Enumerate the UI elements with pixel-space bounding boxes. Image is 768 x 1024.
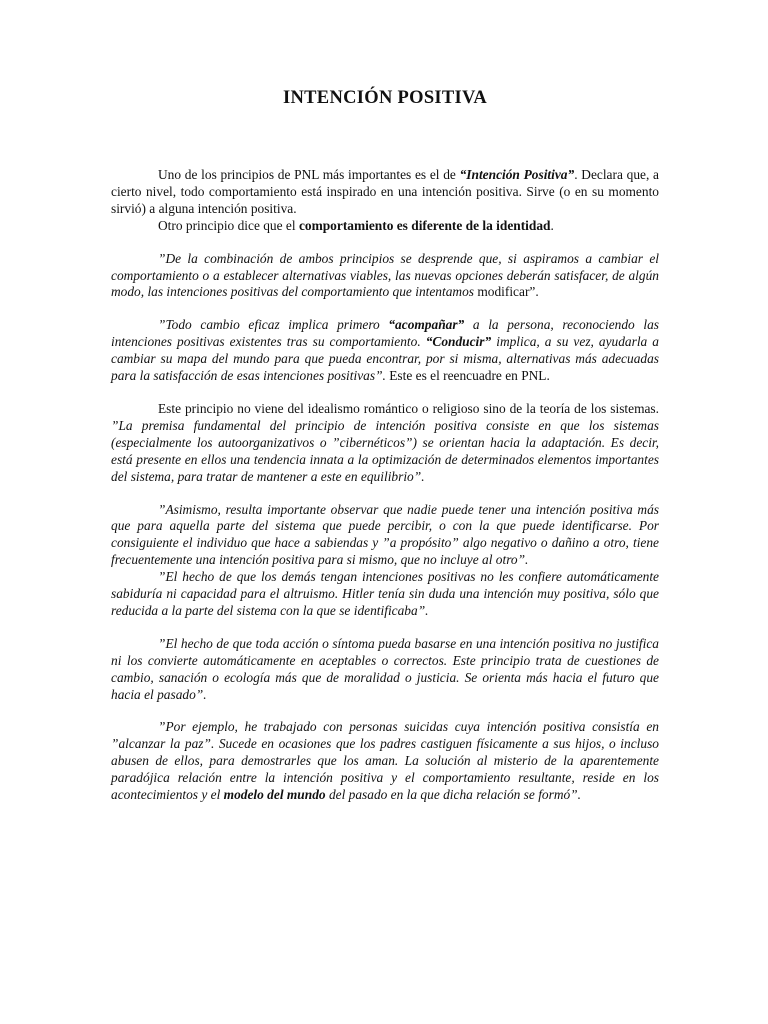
paragraph-5 (111, 401, 659, 486)
p4-text-f: Este es el reencuadre en PNL. (385, 368, 550, 384)
paragraph-4 (111, 317, 659, 385)
p9-term: modelo del mundo (223, 787, 326, 803)
p8-quote: ”El hecho de que toda acción o síntoma pueda basarse en una intención positiva no justifica ni los convierte automáticamente en aceptables o correctos. Este principio trata de cuestiones de cambio, sanación o ecología más que de moralidad o justicia. Se orienta más hacia el futuro que hacia el pasado”. (111, 635, 659, 702)
paragraph-1 (111, 167, 659, 218)
p9-quote-c: del pasado en la que dicha relación se formó”. (325, 787, 581, 803)
p2-term: comportamiento es diferente de la identidad (298, 217, 551, 233)
paragraph-3 (111, 251, 659, 302)
p2-text-c: . (550, 217, 554, 233)
p1-text-c: . Declara que, a cierto nivel, todo comportamiento está inspirado en una intención positiva. Sirve (o en su momento sirvió) a alguna intención positiva. (111, 167, 659, 216)
p4-quote-c: a la persona, reconociendo las intenciones positivas existentes tras su comportamiento. (111, 317, 659, 350)
p3-quote: ”De la combinación de ambos principios se desprende que, si aspiramos a cambiar el comportamiento o a establecer alternativas viables, las nuevas opciones deberán satisfacer, de algún modo, las intenciones positivas del comportamiento que intentamos (111, 250, 659, 300)
p4-quote-a: ”Todo cambio eficaz implica primero (158, 317, 389, 333)
p4-term-conducir: “Conducir” (425, 334, 492, 350)
p3-text-b: modificar”. (474, 284, 539, 300)
p2-text-a: Otro principio dice que el (158, 217, 299, 233)
p4-quote-e: implica, a su vez, ayudarla a cambiar su mapa del mundo para que pueda encontrar, por si misma, alternativas más adecuadas para la satisfacción de esas intenciones positivas”. (111, 334, 659, 384)
p6-quote: ”Asimismo, resulta importante observar que nadie puede tener una intención positiva más que para aquella parte del sistema que puede percibir, o con la que puede identificarse. Por consiguiente el individuo que hace a sabiendas y ”a propósito” algo negativo o dañino a otro, tiene frecuentemente una intención positiva para si mismo, que no incluye al otro”. (111, 501, 659, 568)
p9-quote-a: ”Por ejemplo, he trabajado con personas suicidas cuya intención positiva consistía en ”alcanzar la paz”. Sucede en ocasiones que los padres castiguen físicamente a sus hijos, o incluso abusen de ellos, para demostrarles que los aman. La solución al misterio de la aparentemente paradójica relación entre la intención positiva y el comportamiento resultante, reside en los acontecimientos y el (111, 719, 659, 803)
p7-quote: ”El hecho de que los demás tengan intenciones positivas no les confiere automáticamente sabiduría ni capacidad para el altruismo. Hitler tenía sin duda una intención muy positiva, sólo que reducida a la parte del sistema con la que se identificaba”. (111, 569, 659, 618)
paragraph-6 (111, 502, 659, 570)
document-title: INTENCIÓN POSITIVA (283, 88, 487, 108)
p5-quote: ”La premisa fundamental del principio de intención positiva consiste en que los sistemas (especialmente los autoorganizativos o ”cibernéticos”) se orientan hacia la adaptación. Es decir, está presente en ellos una tendencia innata a la optimización de determinados elementos importantes del sistema, para tratar de mantener a este en equilibrio”. (111, 417, 659, 484)
paragraph-2 (111, 218, 659, 235)
p4-term-acompanar: “acompañar” (388, 317, 465, 333)
paragraph-7 (111, 569, 659, 620)
paragraph-8 (111, 636, 659, 704)
paragraph-9 (111, 719, 659, 804)
p1-text-a: Uno de los principios de PNL más importantes es el de (158, 167, 460, 182)
p1-term: “Intención Positiva” (459, 167, 575, 182)
p5-text-a: Este principio no viene del idealismo romántico o religioso sino de la teoría de los sistemas. (158, 400, 659, 416)
